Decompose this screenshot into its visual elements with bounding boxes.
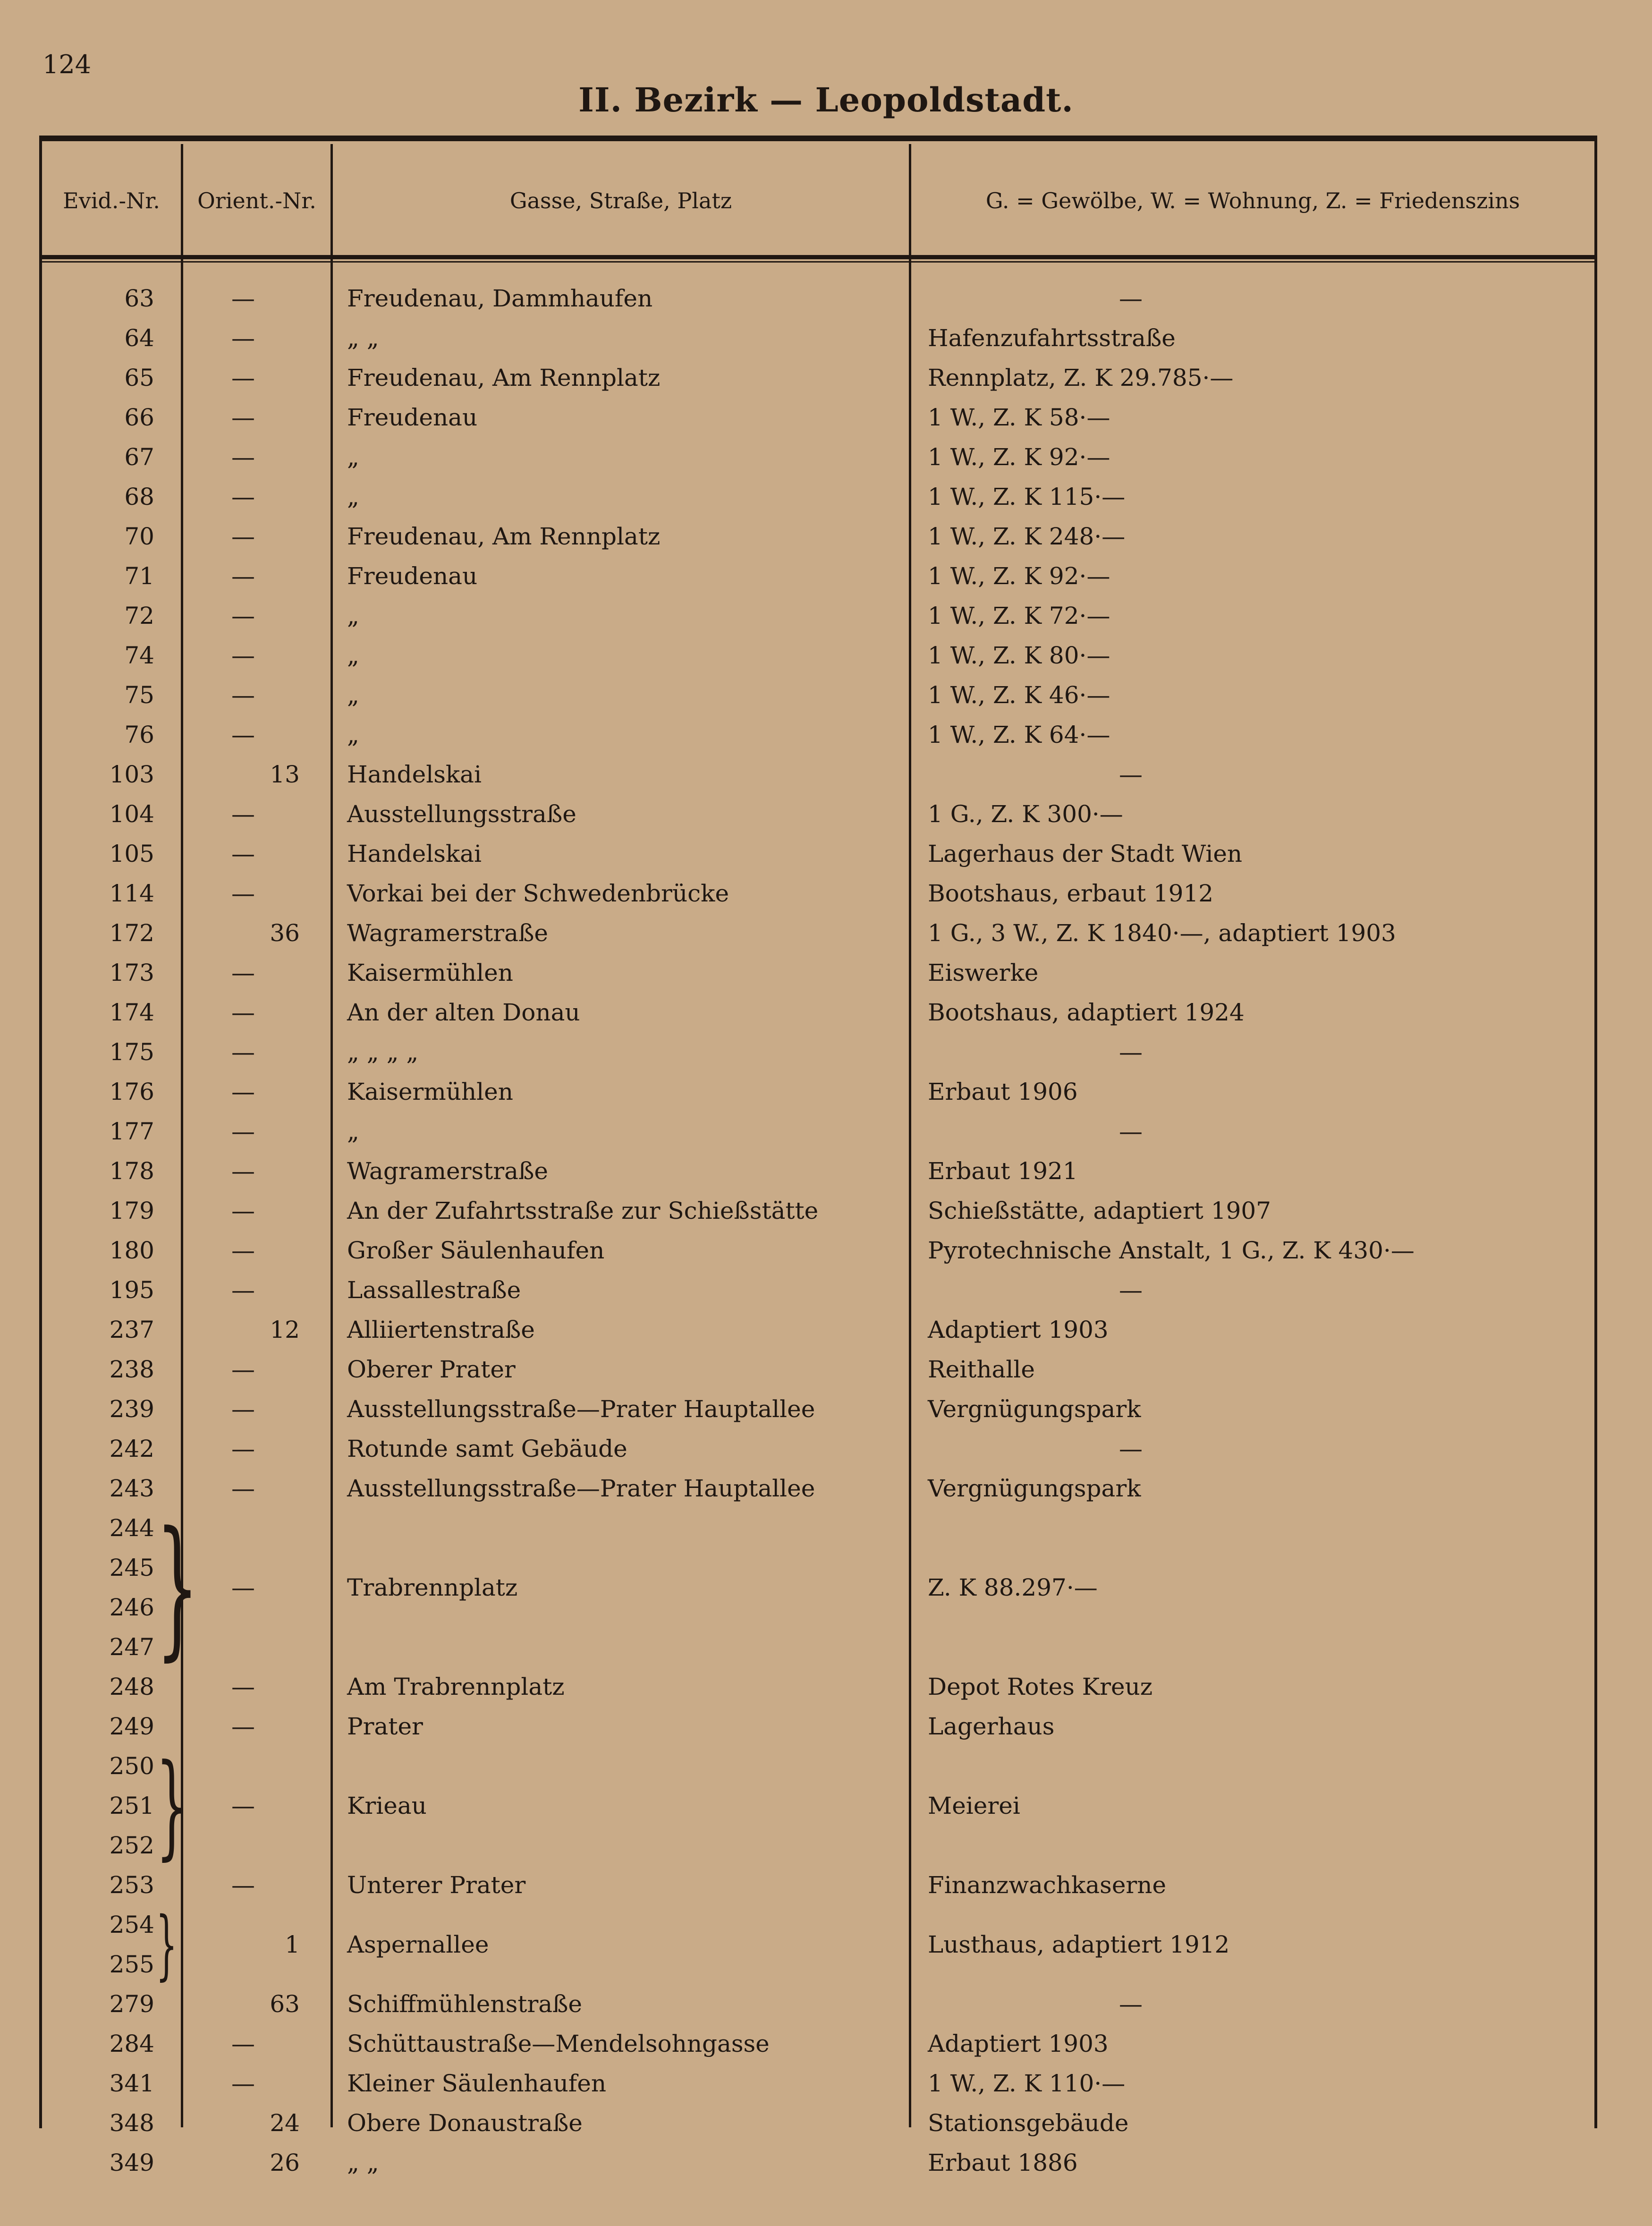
orient-number: — (231, 1574, 255, 1601)
orient-number: — (231, 840, 255, 867)
remark: Vergnügungspark (928, 1395, 1141, 1423)
street-name: An der alten Donau (347, 999, 580, 1026)
evid-number: 74 (124, 642, 154, 669)
orient-number: — (231, 1038, 255, 1066)
remark: Lagerhaus der Stadt Wien (928, 840, 1243, 867)
street-name: Schiffmühlenstraße (347, 1990, 583, 2018)
evid-number: 341 (109, 2070, 154, 2097)
orient-number: — (231, 1157, 255, 1185)
orient-number: — (231, 1673, 255, 1700)
street-name: Freudenau, Am Rennplatz (347, 364, 661, 391)
evid-number: 284 (109, 2030, 154, 2057)
remark: Pyrotechnische Anstalt, 1 G., Z. K 430·— (928, 1237, 1415, 1264)
orient-number: — (231, 1276, 255, 1304)
evid-number: 179 (109, 1197, 154, 1224)
evid-number: 63 (124, 285, 154, 312)
evid-number: 245 (109, 1554, 154, 1581)
remark: Lagerhaus (928, 1713, 1055, 1740)
street-name: Obere Donaustraße (347, 2109, 583, 2137)
remark: 1 G., Z. K 300·— (928, 800, 1123, 828)
evid-number: 104 (109, 800, 154, 828)
column-header-evid: Evid.-Nr. (63, 188, 160, 213)
page-number: 124 (42, 50, 92, 79)
orient-number: 13 (270, 761, 300, 788)
orient-number: 36 (270, 919, 300, 947)
column-header-gasse: Gasse, Straße, Platz (509, 188, 732, 213)
evid-number: 72 (124, 602, 154, 629)
orient-number: 63 (270, 1990, 300, 2018)
orient-number: — (231, 1871, 255, 1899)
evid-number: 176 (109, 1078, 154, 1105)
column-header-orient: Orient.-Nr. (197, 188, 316, 213)
orient-number: — (231, 959, 255, 986)
street-name: „ (347, 721, 359, 748)
evid-number: 195 (109, 1276, 154, 1304)
evid-number: 348 (109, 2109, 154, 2137)
evid-number: 76 (124, 721, 154, 748)
street-name: Ausstellungsstraße—Prater Hauptallee (347, 1395, 815, 1423)
orient-number: — (231, 523, 255, 550)
street-name: Krieau (347, 1792, 427, 1819)
remark: — (1119, 1118, 1143, 1145)
evid-number: 103 (109, 761, 154, 788)
remark: — (1119, 1038, 1143, 1066)
remark: 1 W., Z. K 248·— (928, 523, 1126, 550)
evid-number: 243 (109, 1475, 154, 1502)
remark: Erbaut 1886 (928, 2149, 1078, 2176)
evid-number: 238 (109, 1356, 154, 1383)
street-name: Ausstellungsstraße (347, 800, 576, 828)
orient-number: — (231, 681, 255, 709)
page-title: II. Bezirk — Leopoldstadt. (578, 80, 1074, 119)
evid-number: 68 (124, 483, 154, 510)
remark: 1 W., Z. K 58·— (928, 404, 1110, 431)
orient-number: — (231, 1475, 255, 1502)
remark: Schießstätte, adaptiert 1907 (928, 1197, 1271, 1224)
evid-number: 279 (109, 1990, 154, 2018)
evid-number: 246 (109, 1594, 154, 1621)
orient-number: 24 (270, 2109, 300, 2137)
orient-number: — (231, 2070, 255, 2097)
street-name: „ „ (347, 2149, 379, 2176)
remark: Meierei (928, 1792, 1020, 1819)
evid-number: 175 (109, 1038, 154, 1066)
street-name: Alliiertenstraße (347, 1316, 535, 1343)
evid-number: 67 (124, 443, 154, 471)
street-name: Ausstellungsstraße—Prater Hauptallee (347, 1475, 815, 1502)
orient-number: — (231, 443, 255, 471)
remark: Erbaut 1906 (928, 1078, 1078, 1105)
remark: 1 W., Z. K 64·— (928, 721, 1110, 748)
remark: Z. K 88.297·— (928, 1574, 1098, 1601)
remark: Bootshaus, adaptiert 1924 (928, 999, 1245, 1026)
orient-number: — (231, 1237, 255, 1264)
remark: — (1119, 1990, 1143, 2018)
evid-number: 105 (109, 840, 154, 867)
street-name: Handelskai (347, 840, 482, 867)
orient-number: — (231, 1356, 255, 1383)
street-name: Lassallestraße (347, 1276, 521, 1304)
evid-number: 244 (109, 1514, 154, 1542)
street-name: Am Trabrennplatz (347, 1673, 565, 1700)
street-name: Kaisermühlen (347, 959, 513, 986)
column-header-bemerkung: G. = Gewölbe, W. = Wohnung, Z. = Friedenszins (985, 188, 1520, 213)
evid-number: 237 (109, 1316, 154, 1343)
street-name: Unterer Prater (347, 1871, 526, 1899)
evid-number: 252 (109, 1832, 154, 1859)
evid-number: 255 (109, 1951, 154, 1978)
street-name: „ „ (347, 324, 379, 352)
brace-icon: } (156, 1901, 178, 1988)
evid-number: 178 (109, 1157, 154, 1185)
street-name: Freudenau (347, 404, 478, 431)
evid-number: 239 (109, 1395, 154, 1423)
street-name: Trabrennplatz (347, 1574, 518, 1601)
orient-number: — (231, 1395, 255, 1423)
evid-number: 75 (124, 681, 154, 709)
brace-icon: } (156, 1740, 188, 1871)
street-name: „ (347, 681, 359, 709)
orient-number: — (231, 721, 255, 748)
remark: 1 W., Z. K 110·— (928, 2070, 1126, 2097)
evid-number: 114 (109, 880, 154, 907)
orient-number: — (231, 1197, 255, 1224)
street-name: Aspernallee (347, 1931, 489, 1958)
evid-number: 249 (109, 1713, 154, 1740)
orient-number: 26 (270, 2149, 300, 2176)
evid-number: 64 (124, 324, 154, 352)
street-name: Freudenau (347, 562, 478, 590)
street-name: „ (347, 602, 359, 629)
orient-number: — (231, 404, 255, 431)
street-name: Kleiner Säulenhaufen (347, 2070, 607, 2097)
evid-number: 253 (109, 1871, 154, 1899)
remark: 1 W., Z. K 46·— (928, 681, 1110, 709)
street-name: Kaisermühlen (347, 1078, 513, 1105)
orient-number: — (231, 483, 255, 510)
orient-number: — (231, 1713, 255, 1740)
orient-number: — (231, 2030, 255, 2057)
orient-number: 12 (270, 1316, 300, 1343)
orient-number: — (231, 1078, 255, 1105)
orient-number: — (231, 602, 255, 629)
remark: Lusthaus, adaptiert 1912 (928, 1931, 1230, 1958)
remark: 1 W., Z. K 92·— (928, 443, 1110, 471)
orient-number: — (231, 1435, 255, 1462)
street-name: „ (347, 1118, 359, 1145)
remark: Depot Rotes Kreuz (928, 1673, 1153, 1700)
street-name: „ (347, 443, 359, 471)
orient-number: — (231, 880, 255, 907)
street-name: Schüttaustraße—Mendelsohngasse (347, 2030, 770, 2057)
evid-number: 254 (109, 1911, 154, 1938)
street-name: „ (347, 642, 359, 669)
remark: 1 W., Z. K 72·— (928, 602, 1110, 629)
remark: 1 W., Z. K 92·— (928, 562, 1110, 590)
street-name: Wagramerstraße (347, 919, 548, 947)
orient-number: 1 (285, 1931, 300, 1958)
column-divider-3 (909, 144, 911, 2127)
remark: 1 W., Z. K 115·— (928, 483, 1126, 510)
remark: Bootshaus, erbaut 1912 (928, 880, 1214, 907)
remark: Vergnügungspark (928, 1475, 1141, 1502)
orient-number: — (231, 1792, 255, 1819)
evid-number: 71 (124, 562, 154, 590)
remark: — (1119, 761, 1143, 788)
orient-number: — (231, 324, 255, 352)
remark: Adaptiert 1903 (928, 2030, 1109, 2057)
remark: Hafenzufahrtsstraße (928, 324, 1176, 352)
remark: Reithalle (928, 1356, 1035, 1383)
street-name: Vorkai bei der Schwedenbrücke (347, 880, 729, 907)
brace-icon: } (156, 1500, 199, 1675)
street-name: Prater (347, 1713, 423, 1740)
remark: 1 G., 3 W., Z. K 1840·—, adaptiert 1903 (928, 919, 1396, 947)
street-name: Oberer Prater (347, 1356, 516, 1383)
orient-number: — (231, 285, 255, 312)
street-name: An der Zufahrtsstraße zur Schießstätte (347, 1197, 819, 1224)
evid-number: 349 (109, 2149, 154, 2176)
evid-number: 174 (109, 999, 154, 1026)
street-name: Freudenau, Dammhaufen (347, 285, 653, 312)
street-name: Wagramerstraße (347, 1157, 548, 1185)
street-name: Handelskai (347, 761, 482, 788)
evid-number: 242 (109, 1435, 154, 1462)
remark: — (1119, 285, 1143, 312)
evid-number: 251 (109, 1792, 154, 1819)
evid-number: 177 (109, 1118, 154, 1145)
evid-number: 65 (124, 364, 154, 391)
remark: — (1119, 1276, 1143, 1304)
evid-number: 247 (109, 1633, 154, 1661)
remark: Rennplatz, Z. K 29.785·— (928, 364, 1234, 391)
evid-number: 70 (124, 523, 154, 550)
remark: Finanzwachkaserne (928, 1871, 1167, 1899)
evid-number: 248 (109, 1673, 154, 1700)
street-name: „ (347, 483, 359, 510)
street-name: Großer Säulenhaufen (347, 1237, 605, 1264)
evid-number: 173 (109, 959, 154, 986)
column-divider-2 (330, 144, 333, 2127)
orient-number: — (231, 999, 255, 1026)
street-name: Rotunde samt Gebäude (347, 1435, 627, 1462)
remark: — (1119, 1435, 1143, 1462)
remark: Erbaut 1921 (928, 1157, 1078, 1185)
remark: Eiswerke (928, 959, 1039, 986)
frame-right-rule (1594, 136, 1597, 2128)
street-name: Freudenau, Am Rennplatz (347, 523, 661, 550)
evid-number: 180 (109, 1237, 154, 1264)
evid-number: 172 (109, 919, 154, 947)
evid-number: 250 (109, 1752, 154, 1780)
orient-number: — (231, 800, 255, 828)
orient-number: — (231, 364, 255, 391)
remark: Adaptiert 1903 (928, 1316, 1109, 1343)
orient-number: — (231, 562, 255, 590)
street-name: „ „ „ „ (347, 1038, 419, 1066)
remark: Stationsgebäude (928, 2109, 1129, 2137)
orient-number: — (231, 1118, 255, 1145)
evid-number: 66 (124, 404, 154, 431)
orient-number: — (231, 642, 255, 669)
remark: 1 W., Z. K 80·— (928, 642, 1110, 669)
